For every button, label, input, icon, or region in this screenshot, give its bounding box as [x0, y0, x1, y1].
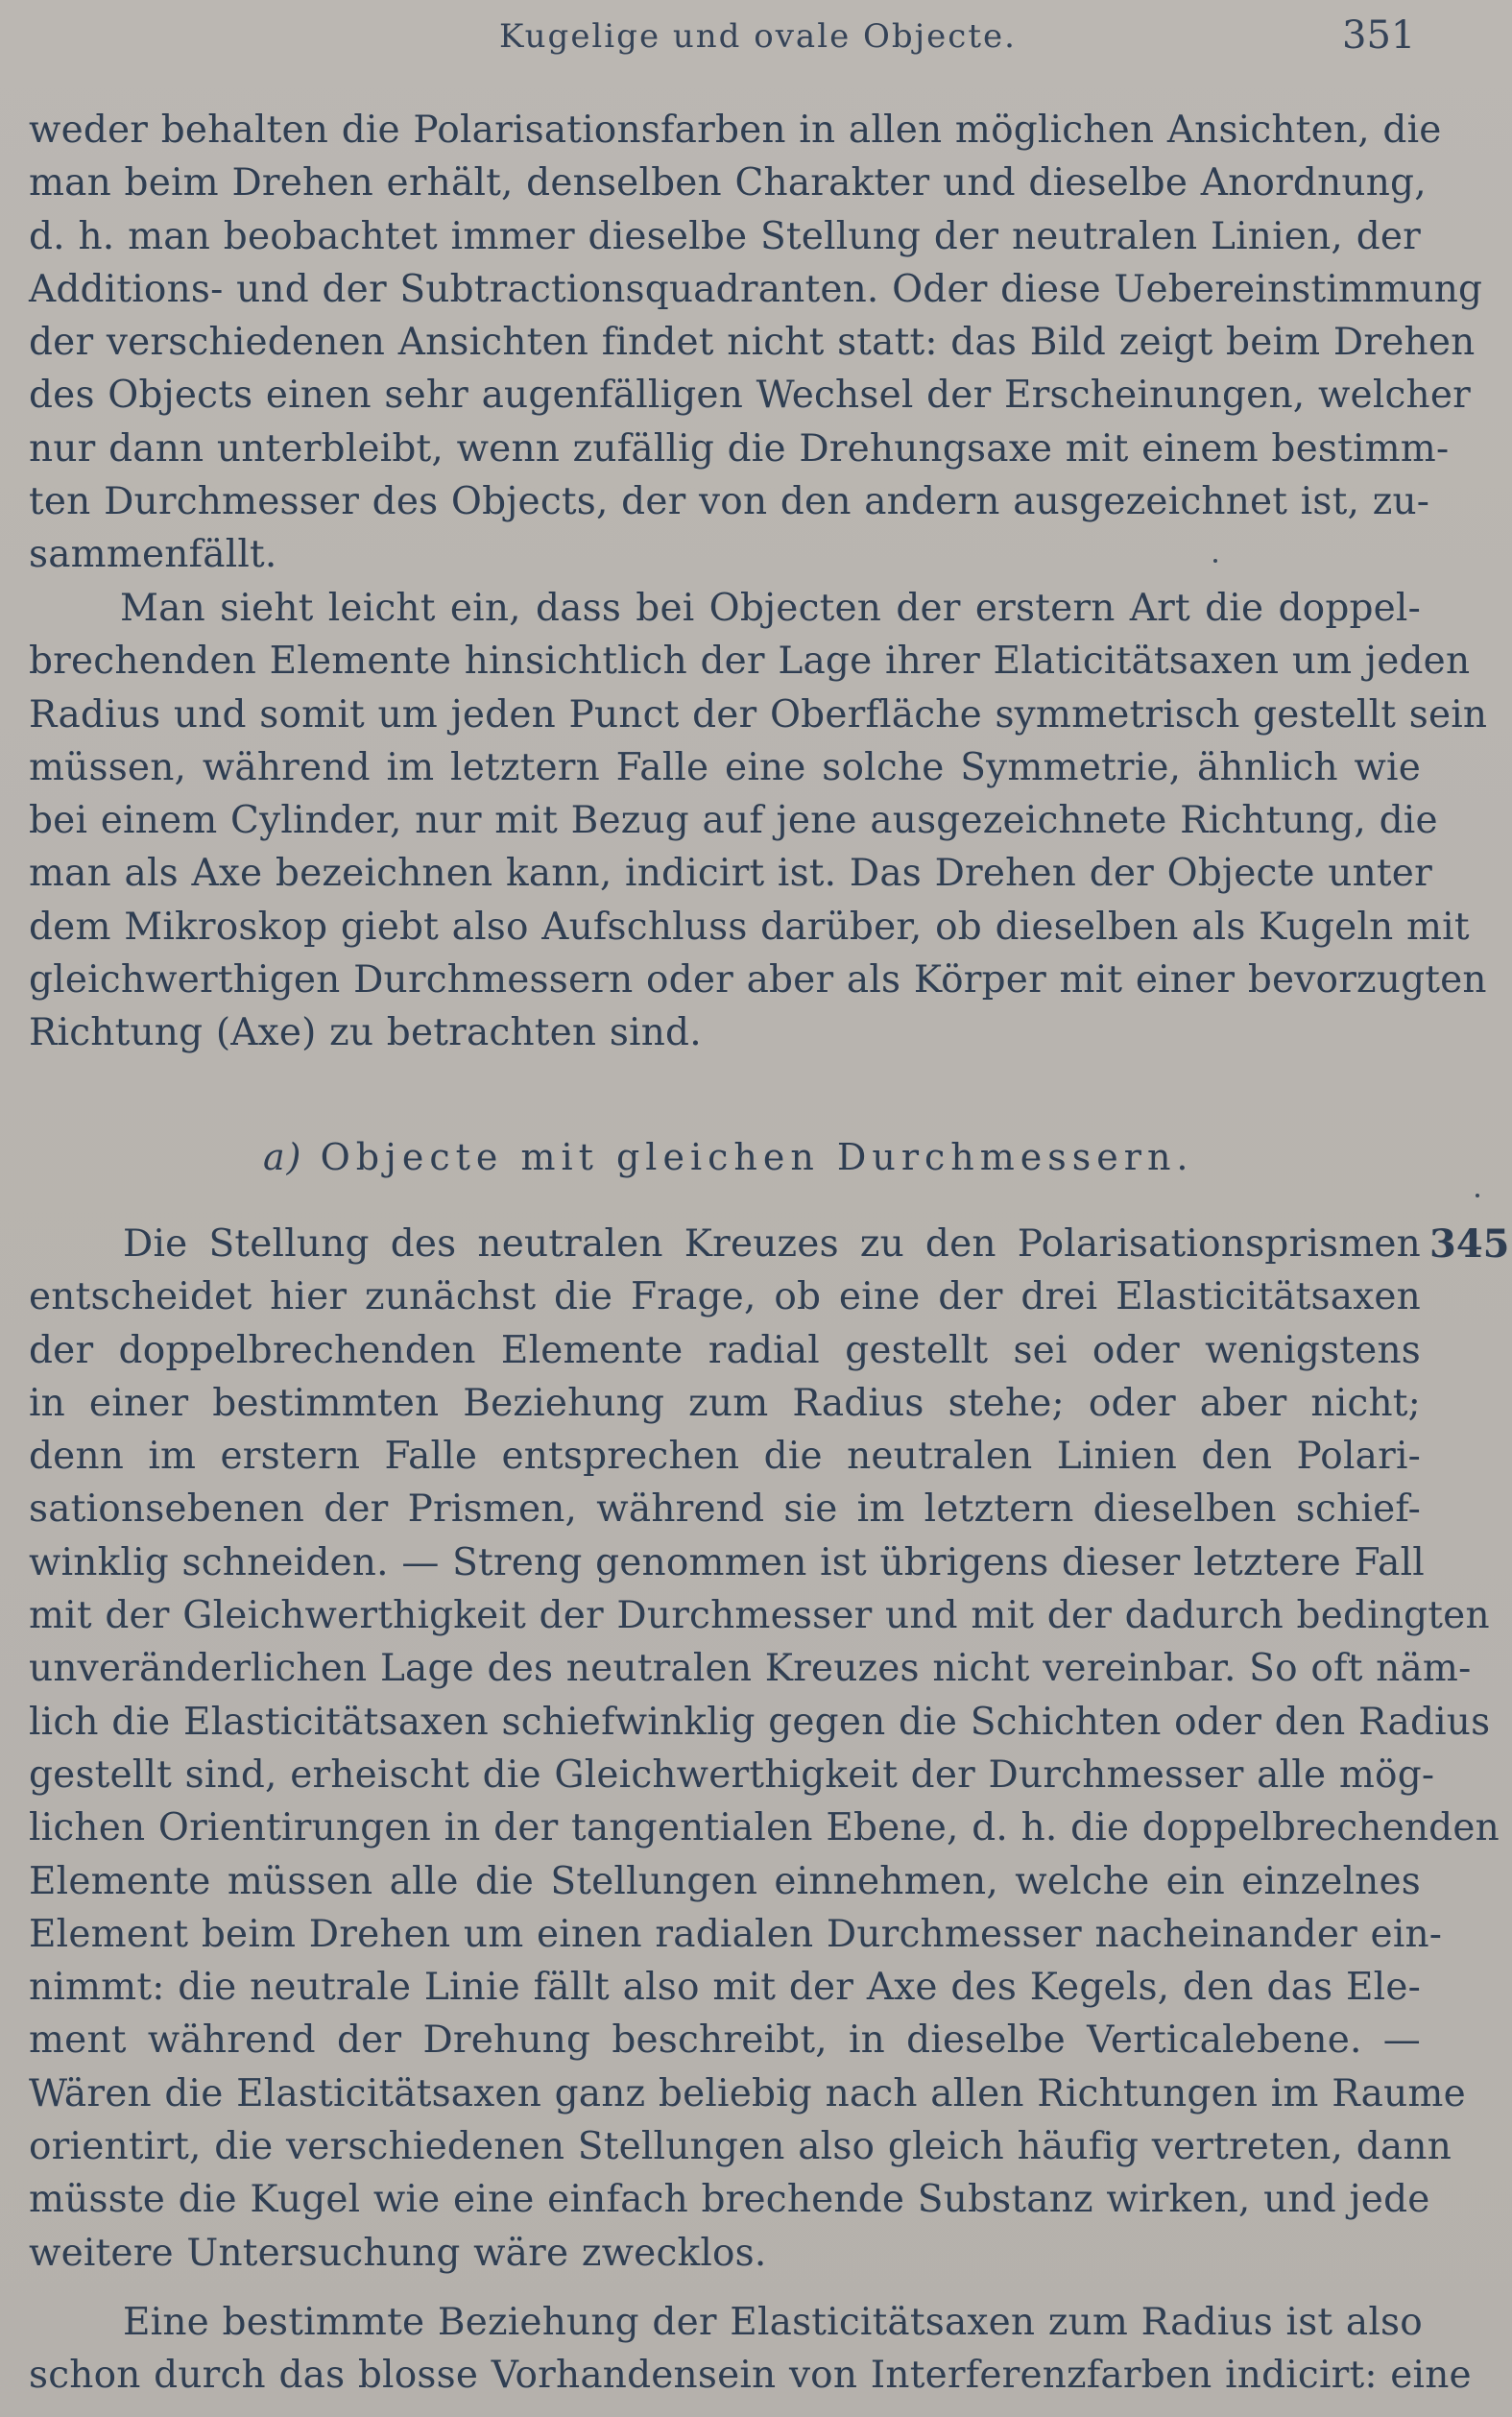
text-line: mit der Gleichwerthigkeit der Durchmesser und mit der dadurch bedingten [29, 1594, 1490, 1638]
text-line: entscheidet hier zunächst die Frage, ob eine der drei Elasticitätsaxen [29, 1275, 1421, 1319]
text-line: denn im erstern Falle entsprechen die neutralen Linien den Polari- [29, 1435, 1421, 1479]
text-line: Radius und somit um jeden Punct der Oberfläche symmetrisch gestellt sein [29, 692, 1488, 737]
text-line: des Objects einen sehr augenfälligen Wechsel der Erscheinungen, welcher [29, 374, 1471, 418]
text-line: Richtung (Axe) zu betrachten sind. [29, 1011, 702, 1055]
text-line: dem Mikroskop giebt also Aufschluss darüber, ob dieselben als Kugeln mit [29, 905, 1470, 949]
section-label: a) [263, 1136, 303, 1178]
text-line: der doppelbrechenden Elemente radial gestellt sei oder wenigstens [29, 1328, 1421, 1372]
text-line: Elemente müssen alle die Stellungen einnehmen, welche ein einzelnes [29, 1859, 1421, 1903]
text-line: in einer bestimmten Beziehung zum Radius stehe; oder aber nicht; [29, 1381, 1421, 1425]
text-line: müsste die Kugel wie eine einfach brechende Substanz wirken, und jede [29, 2178, 1430, 2222]
text-line: sationsebenen der Prismen, während sie im letztern dieselben schief- [29, 1487, 1421, 1532]
text-line: brechenden Elemente hinsichtlich der Lage ihrer Elaticitätsaxen um jeden [29, 640, 1471, 684]
text-line: müssen, während im letztern Falle eine solche Symmetrie, ähnlich wie [29, 745, 1421, 789]
text-line: schon durch das blosse Vorhandensein von Interferenzfarben indicirt: eine [29, 2354, 1472, 2398]
text-line: bei einem Cylinder, nur mit Bezug auf jene ausgezeichnete Richtung, die [29, 799, 1438, 843]
paragraph-2 [29, 582, 1488, 1060]
text-line: sammenfällt. [29, 533, 277, 577]
paragraph-4 [29, 2296, 1472, 2403]
text-line: weitere Untersuchung wäre zwecklos. [29, 2231, 767, 2275]
text-line: Die Stellung des neutralen Kreuzes zu den Polarisationsprismen [123, 1222, 1421, 1266]
text-line: unveränderlichen Lage des neutralen Kreuzes nicht vereinbar. So oft näm- [29, 1647, 1472, 1691]
text-line: man beim Drehen erhält, denselben Charakter und dieselbe Anordnung, [29, 161, 1427, 205]
paragraph-1 [29, 104, 1483, 582]
text-line: man als Axe bezeichnen kann, indicirt ist. Das Drehen der Objecte unter [29, 852, 1432, 896]
margin-paragraph-number: 345 [1429, 1221, 1510, 1267]
page-number: 351 [1342, 13, 1416, 58]
text-line: winklig schneiden. — Streng genommen ist übrigens dieser letztere Fall [29, 1540, 1425, 1584]
section-title: Objecte mit gleichen Durchmessern. [320, 1136, 1194, 1178]
text-line: nimmt: die neutrale Linie fällt also mit der Axe des Kegels, den das Ele- [29, 1966, 1421, 2010]
text-line: orientirt, die verschiedenen Stellungen also gleich häufig vertreten, dann [29, 2125, 1452, 2169]
section-heading [263, 1136, 1194, 1178]
text-line: Wären die Elasticitätsaxen ganz beliebig nach allen Richtungen im Raume [29, 2071, 1466, 2115]
text-line: gestellt sind, erheischt die Gleichwerthigkeit der Durchmesser alle mög- [29, 1752, 1435, 1797]
text-line: lich die Elasticitätsaxen schiefwinklig gegen die Schichten oder den Radius [29, 1700, 1491, 1744]
text-line: d. h. man beobachtet immer dieselbe Stellung der neutralen Linien, der [29, 214, 1421, 258]
paper-speck [1213, 559, 1217, 563]
text-line: lichen Orientirungen in der tangentialen Ebene, d. h. die doppelbrechenden [29, 1806, 1500, 1850]
paper-speck [1476, 1194, 1479, 1197]
text-line: nur dann unterbleibt, wenn zufällig die Drehungsaxe mit einem bestimm- [29, 426, 1450, 471]
text-line: Additions- und der Subtractionsquadranten. Oder diese Uebereinstimmung [29, 267, 1483, 311]
text-line: ten Durchmesser des Objects, der von den andern ausgezeichnet ist, zu- [29, 480, 1430, 524]
text-line: ment während der Drehung beschreibt, in dieselbe Verticalebene. — [29, 2018, 1421, 2063]
running-title: Kugelige und ovale Objecte. [499, 17, 1017, 56]
text-line: weder behalten die Polarisationsfarben in allen möglichen Ansichten, die [29, 109, 1442, 152]
text-line: Man sieht leicht ein, dass bei Objecten der erstern Art die doppel- [120, 587, 1421, 630]
text-line: Eine bestimmte Beziehung der Elasticitätsaxen zum Radius ist also [123, 2301, 1423, 2344]
text-line: Element beim Drehen um einen radialen Durchmesser nacheinander ein- [29, 1912, 1443, 1956]
text-line: gleichwerthigen Durchmessern oder aber als Körper mit einer bevorzugten [29, 958, 1487, 1003]
text-line: der verschiedenen Ansichten findet nicht statt: das Bild zeigt beim Drehen [29, 321, 1476, 365]
